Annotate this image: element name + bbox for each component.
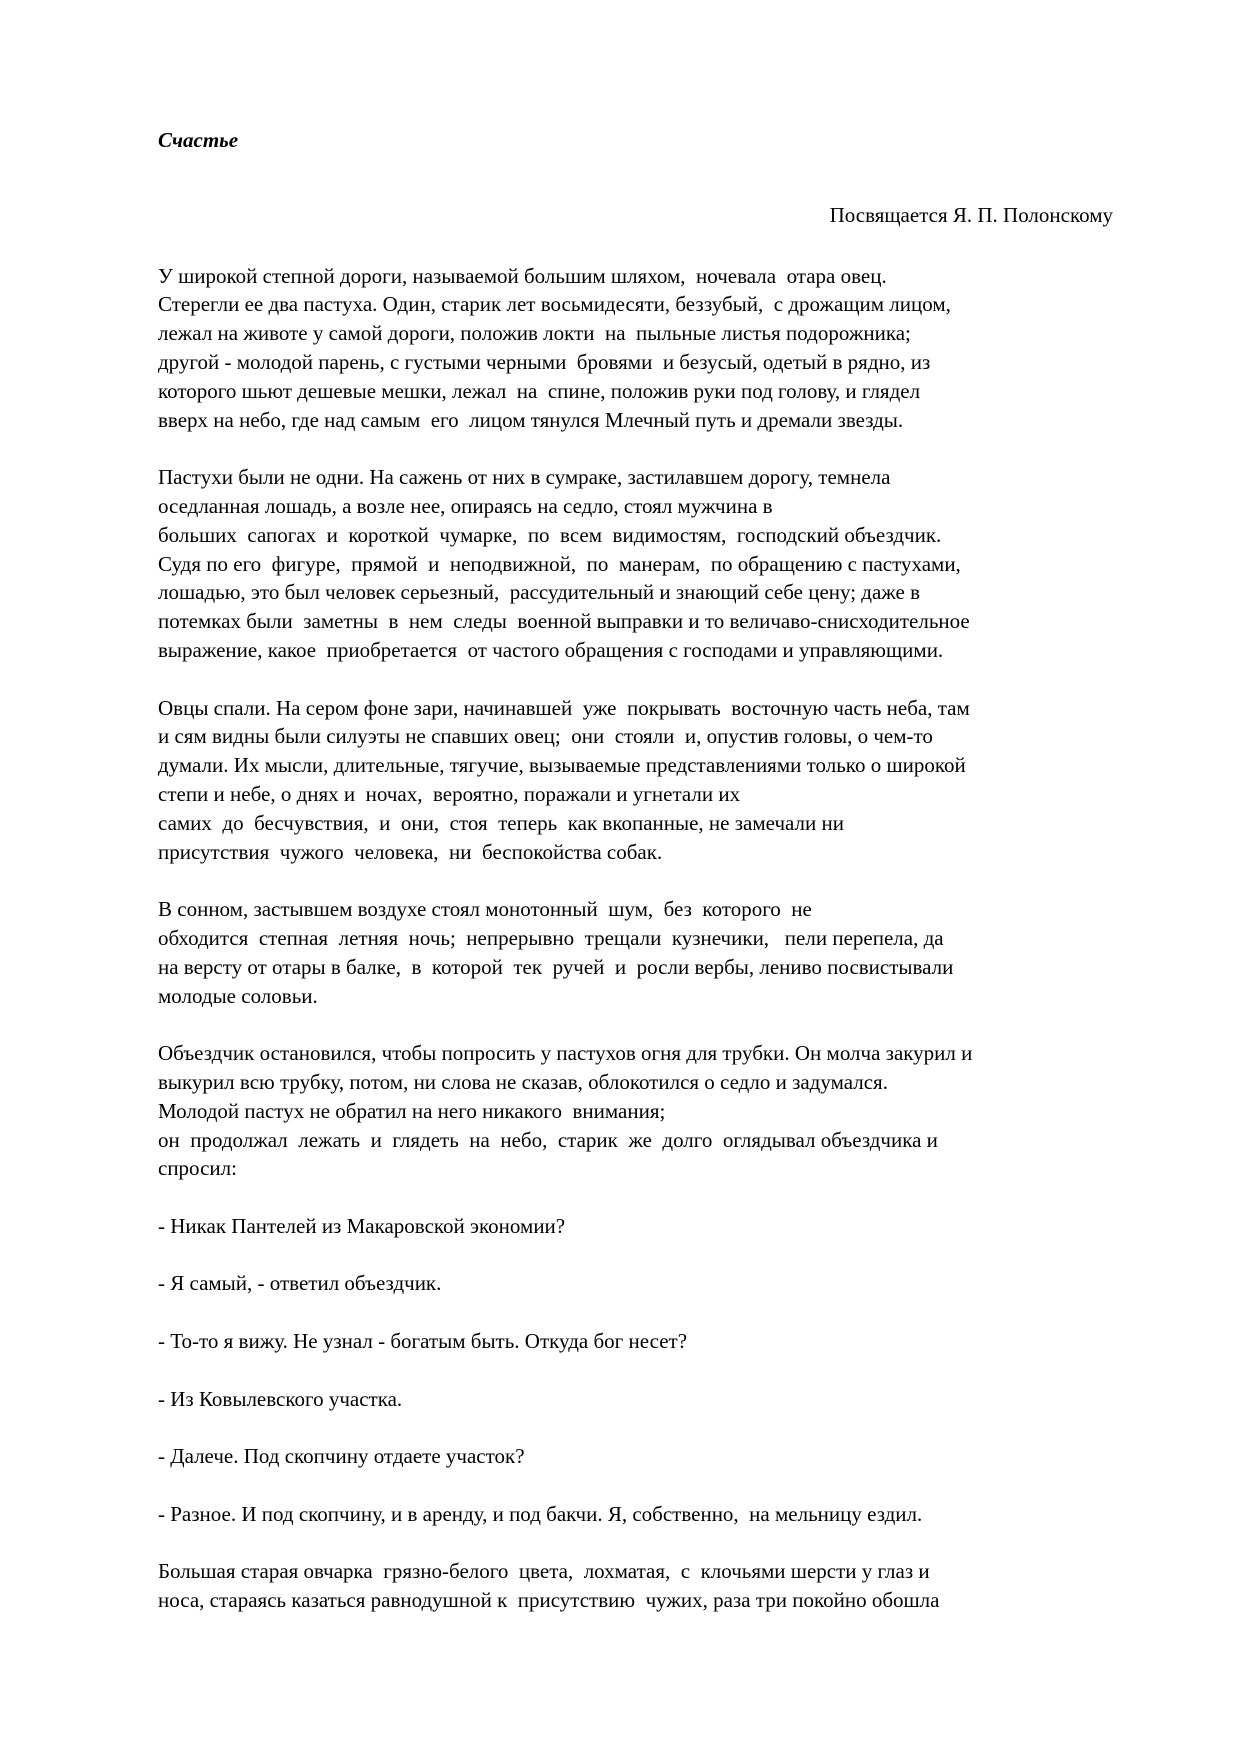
text-line: - Никак Пантелей из Макаровской экономии? <box>158 1213 566 1238</box>
text-line: - Далече. Под скопчину отдаете участок? <box>158 1444 525 1469</box>
paragraph-3 <box>158 694 1113 867</box>
text-line: спросил: <box>158 1156 237 1181</box>
paragraph-4 <box>158 895 1113 1010</box>
paragraph-final <box>158 1557 1113 1615</box>
text-line: Молодой пастух не обратил на него никакого внимания; <box>158 1098 666 1123</box>
text-line: У широкой степной дороги, называемой большим шляхом, ночевала отара овец. <box>158 263 887 288</box>
text-line: на версту от отары в балке, в которой тек ручей и росли вербы, лениво посвистывали <box>158 954 954 979</box>
text-line: больших сапогах и короткой чумарке, по всем видимостям, господский объездчик. <box>158 522 942 547</box>
story-title: Счастье <box>158 128 239 152</box>
text-line: степи и небе, о днях и ночах, вероятно, поражали и угнетали их <box>158 781 741 806</box>
text-line: самих до бесчувствия, и они, стоя теперь как вкопанные, не замечали ни <box>158 810 844 835</box>
dialogue-line-4 <box>158 1385 1113 1414</box>
text-line: - То-то я вижу. Не узнал - богатым быть. Откуда бог несет? <box>158 1329 688 1354</box>
text-line: молодые соловьи. <box>158 983 318 1008</box>
text-line: Большая старая овчарка грязно-белого цвета, лохматая, с клочьями шерсти у глаз и <box>158 1559 930 1584</box>
dialogue-line-1 <box>158 1212 1113 1241</box>
dialogue-line-2 <box>158 1269 1113 1298</box>
text-line: В сонном, застывшем воздухе стоял монотонный шум, без которого не <box>158 897 812 922</box>
text-line: и сям видны были силуэты не спавших овец; они стояли и, опустив головы, о чем-то <box>158 724 933 749</box>
text-line: которого шьют дешевые мешки, лежал на спине, положив руки под голову, и глядел <box>158 378 921 403</box>
text-line: носа, стараясь казаться равнодушной к присутствию чужих, раза три покойно обошла <box>158 1588 940 1613</box>
text-line: - Из Ковылевского участка. <box>158 1386 403 1411</box>
paragraph-1 <box>158 262 1113 435</box>
dedication-line: Посвящается Я. П. Полонскому <box>829 202 1113 227</box>
text-line: Объездчик остановился, чтобы попросить у пастухов огня для трубки. Он молча закурил и <box>158 1041 973 1066</box>
text-line: присутствия чужого человека, ни беспокойства собак. <box>158 839 663 864</box>
text-line: он продолжал лежать и глядеть на небо, старик же долго оглядывал объездчика и <box>158 1127 938 1152</box>
text-line: выкурил всю трубку, потом, ни слова не сказав, облокотился о седло и задумался. <box>158 1069 888 1094</box>
text-line: Пастухи были не одни. На сажень от них в сумраке, застилавшем дорогу, темнела <box>158 465 891 490</box>
text-line: думали. Их мысли, длительные, тягучие, вызываемые представлениями только о широкой <box>158 753 966 778</box>
text-line: оседланная лошадь, а возле нее, опираясь на седло, стоял мужчина в <box>158 493 773 518</box>
text-line: Судя по его фигуре, прямой и неподвижной, по манерам, по обращению с пастухами, <box>158 551 961 576</box>
text-line: Стерегли ее два пастуха. Один, старик лет восьмидесяти, беззубый, с дрожащим лицом, <box>158 292 951 317</box>
text-line: лошадью, это был человек серьезный, рассудительный и знающий себе цену; даже в <box>158 580 921 605</box>
dialogue-line-5 <box>158 1442 1113 1471</box>
text-line: лежал на животе у самой дороги, положив локти на пыльные листья подорожника; <box>158 321 911 346</box>
dialogue-line-3 <box>158 1327 1113 1356</box>
text-line: - Разное. И под скопчину, и в аренду, и под бакчи. Я, собственно, на мельницу ездил. <box>158 1501 923 1526</box>
text-line: обходится степная летняя ночь; непрерывно трещали кузнечики, пели перепела, да <box>158 925 944 950</box>
text-line: - Я самый, - ответил объездчик. <box>158 1271 442 1296</box>
text-line: выражение, какое приобретается от частого обращения с господами и управляющими. <box>158 637 944 662</box>
text-line: потемках были заметны в нем следы военной выправки и то величаво-снисходительное <box>158 609 970 634</box>
text-line: Овцы спали. На сером фоне зари, начинавшей уже покрывать восточную часть неба, там <box>158 695 970 720</box>
text-line: другой - молодой парень, с густыми черными бровями и безусый, одетый в рядно, из <box>158 349 931 374</box>
dialogue-line-6 <box>158 1500 1113 1529</box>
paragraph-2 <box>158 463 1113 665</box>
text-line: вверх на небо, где над самым его лицом тянулся Млечный путь и дремали звезды. <box>158 407 904 432</box>
paragraph-5 <box>158 1039 1113 1183</box>
